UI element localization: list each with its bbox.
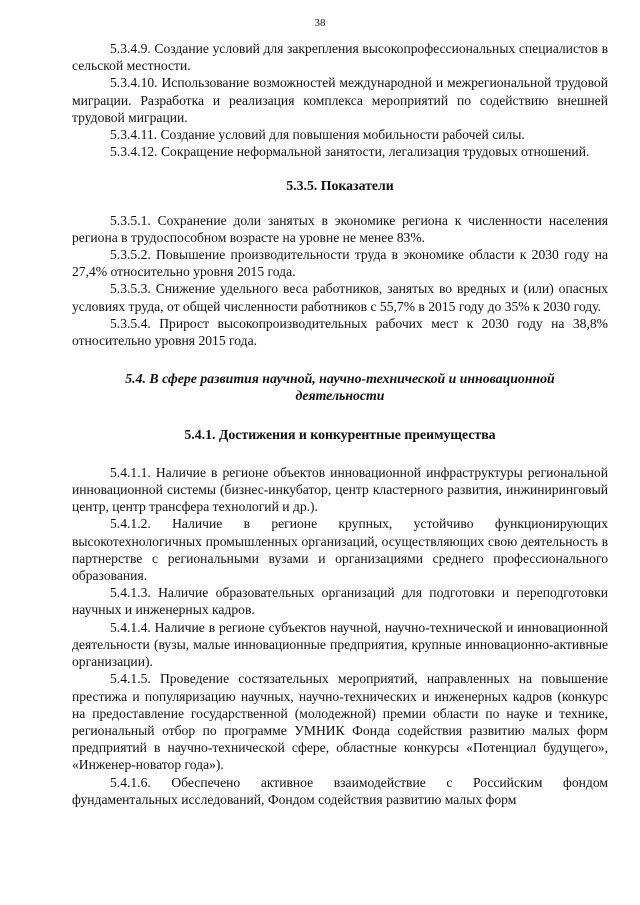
list-item: 5.4.1.1. Наличие в регионе объектов инновационной инфраструктуры региональной инновационной системы (бизнес-инкубатор, центр кластерного развития, инжиниринговый центр, центр трансфера технологий и др.).	[72, 464, 608, 515]
section-heading-science-line2: деятельности	[295, 388, 385, 404]
list-item: 5.3.5.3. Снижение удельного веса работников, занятых во вредных и (или) опасных условиях труда, от общей численности работников с 55,7% в 2015 году до 35% к 2030 году.	[72, 281, 608, 314]
list-item: 5.3.4.12. Сокращение неформальной занятости, легализация трудовых отношений.	[110, 144, 590, 160]
list-item: 5.3.4.11. Создание условий для повышения мобильности рабочей силы.	[110, 127, 525, 143]
list-item: 5.3.4.9. Создание условий для закрепления высокопрофессиональных специалистов в сельской местности.	[72, 41, 608, 74]
document-body	[72, 40, 608, 808]
section-heading-science	[72, 370, 608, 404]
list-item: 5.3.4.10. Использование возможностей международной и межрегиональной трудовой миграции. Разработка и реализация комплекса мероприятий по содействию внешней трудовой миграции.	[72, 75, 608, 125]
section-heading-science-line1: 5.4. В сфере развития научной, научно-технической и инновационной	[125, 371, 555, 387]
section-heading-indicators: 5.3.5. Показатели	[286, 178, 394, 194]
list-item: 5.4.1.6. Обеспечено активное взаимодействие с Российским фондом фундаментальных исследований, Фондом содействия развитию малых форм	[72, 774, 608, 807]
page-number: 38	[314, 17, 326, 29]
section-heading-achievements: 5.4.1. Достижения и конкурентные преимущества	[184, 426, 496, 442]
list-item: 5.4.1.2. Наличие в регионе крупных, устойчиво функционирующих высокотехнологичных промышленных организаций, осуществляющих свою деятельность в партнерстве с региональными вузами и организациями среднего профессионального образования.	[72, 516, 608, 584]
list-item: 5.3.5.4. Прирост высокопроизводительных рабочих мест к 2030 году на 38,8% относительно уровня 2015 года.	[72, 315, 608, 349]
list-item: 5.4.1.4. Наличие в регионе субъектов научной, научно-технической и инновационной деятельности (вузы, малые инновационные предприятия, крупные инновационно-активные организации).	[72, 619, 608, 670]
list-item: 5.3.5.1. Сохранение доли занятых в экономике региона к численности населения региона в трудоспособном возрасте на уровне не менее 83%.	[72, 212, 608, 245]
list-item: 5.4.1.5. Проведение состязательных мероприятий, направленных на повышение престижа и популяризацию научных, научно-технических и инженерных кадров (конкурс на предоставление государственной (молодежной) премии области по науке и технике, региональный отбор по программе УМНИК Фонда содействия развитию малых форм предприятий в научно-технической сфере, областные конкурсы «Потенциал будущего», «Инженер-новатор года»).	[72, 671, 608, 773]
list-item: 5.4.1.3. Наличие образовательных организаций для подготовки и переподготовки научных и инженерных кадров.	[72, 585, 608, 618]
list-item: 5.3.5.2. Повышение производительности труда в экономике области к 2030 году на 27,4% относительно уровня 2015 года.	[72, 247, 608, 280]
